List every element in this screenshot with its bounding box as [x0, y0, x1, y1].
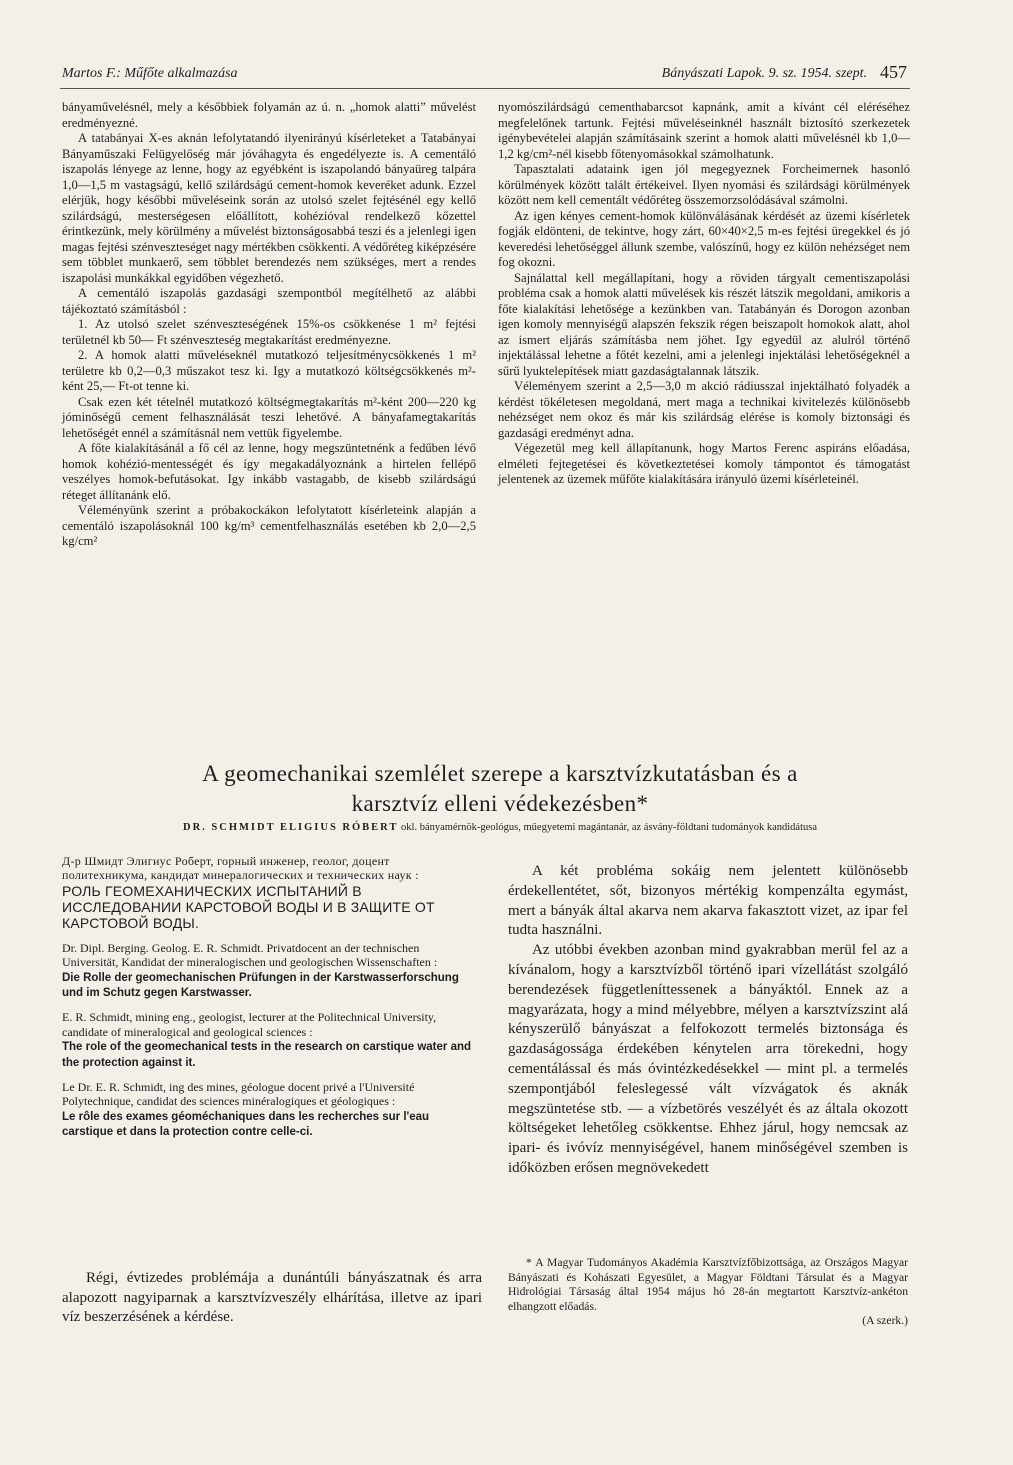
abstract-de-author: Dr. Dipl. Berging. Geolog. E. R. Schmidt. Privatdocent an der technischen Universität, Kandidat der mineralogischen und geologischen Wissenschaften : [62, 940, 438, 970]
header-rule [60, 88, 910, 89]
abstracts [62, 854, 474, 1150]
abstract-ru-author: Д-р Шмидт Элигиус Роберт, горный инженер, геолог, доцент политехникума, кандидат минералогических и технических наук : [62, 854, 419, 883]
author-description: okl. bányamérnök-geológus, műegyetemi magántanár, az ásvány-földtani tudományok kandidátusa [401, 822, 817, 833]
paragraph: Az utóbbi években azonban mind gyakrabban merül fel az a kívánalom, hogy a karsztvízből történő ipari vízellátást szolgáló berendezések függetleníttessenek a bányáktól. Ennek az a magyarázata, hogy a mind mélyebbre, mélyen a karsztvízszint alá kényszerülő bányászat a felfokozott termelés biztonsága és gazdaságossága érdekében kénytelen arra törekedni, hogy cementálással és más óvintézkedésekkel — mint pl. a termelés szempontjából feleslegessé vált vízvágatok és aknák megszüntetése stb. — a vízbetörés veszélyét és az általa okozott költségeket lehetőleg csökkentse. Ehhez járul, hogy nemcsak az ipari- és ivóvíz mennyiségével, hanem minőségével szemben is időközben erősen megnövekedett [508, 942, 908, 1176]
running-header [62, 62, 907, 86]
left-column [62, 100, 476, 550]
footnote [508, 1256, 908, 1329]
abstract-french [62, 1080, 474, 1140]
paragraph: Csak ezen két tételnél mutatkozó költségmegtakarítás m²-ként 200—220 kg jóminőségű cement felhasználását teszi lehetővé. A bányafamegtakarítás lehetőségét ennél a számításnál nem vettük figyelembe. [62, 394, 476, 440]
author-name: DR. SCHMIDT ELIGIUS RÓBERT [183, 822, 399, 833]
header-right: Bányászati Lapok. 9. sz. 1954. szept. [661, 66, 867, 81]
paragraph: 1. Az utolsó szelet szénveszteségének 15%-os csökkenése 1 m² fejtési területnél kb 50— Ft szénveszteség megtakarítást eredményezne. [62, 317, 476, 347]
paragraph: A cementáló iszapolás gazdasági szempontból megítélhető az alábbi tájékoztató számításból : [62, 286, 476, 316]
paragraph: A két probléma sokáig nem jelentett különösebb érdekellentétet, sőt, bizonyos mértékig kompenzálta egymást, mert a bányák által akarva nem akarva fakasztott vizet, az ipar fel tudta használni. [508, 863, 908, 939]
paragraph: nyomószilárdságú cementhabarcsot kapnánk, amit a kívánt cél eléréséhez megfelelőnek tartunk. Fejtési műveléseinknél használt biztosító szerkezetek igénybevételei alapján számításaink szerint a homok alatti művelésnél kb 1,0—1,2 kg/cm²-nél kisebb főtenyomásokkal számolhatunk. [498, 100, 910, 161]
abstract-ru-title: РОЛЬ ГЕОМЕХАНИЧЕСКИХ ИСПЫТАНИЙ В ИССЛЕДОВАНИИ КАРСТОВОЙ ВОДЫ И В ЗАЩИТЕ ОТ КАРСТОВОЙ ВОДЫ. [62, 882, 435, 931]
paragraph: Régi, évtizedes problémája a dunántúli bányászatnak és arra alapozott nagyiparnak a karsztvízveszély elhárítása, illetve az ipari víz beszerzésének a kérdése. [62, 1270, 482, 1325]
abstract-german [62, 941, 474, 1001]
footnote-signature: (A szerk.) [862, 1314, 908, 1328]
abstract-de-title: Die Rolle der geomechanischen Prüfungen in der Karstwasserforschung und im Schutz gegen Karstwasser. [62, 971, 459, 1000]
article-title-line1: A geomechanikai szemlélet szerepe a karsztvízkutatásban és a [202, 761, 798, 787]
main-text-right [508, 862, 908, 1179]
paragraph: A tatabányai X-es aknán lefolytatandó ilyenirányú kísérleteket a Tatabányai Bányaműszaki Felügyelőség már jóváhagyta és engedélyezte is. A cementáló iszapolás lényege az lenne, hogy az egyébként is iszapolandó bányaüreg talpára 1,0—1,5 m vastagságú, kellő szilárdságú cement-homok keveréket adunk. Ezzel elérjük, hogy későbbi műveléseink során az utolsó szelet fejtésénél egy kellő szilárdságú, mesterségesen előállított, kohézióval rendelkező kőzettel érintkezünk, mely körülmény a művelést biztonságosabbá teszi és a jelenlegi igen magas fejtési szénveszteséget nagy mértékben csökkenti. A védőréteg kiképzésére sem többlet munkaerő, sem többlet berendezés nem szükséges, mert a rendes iszapolási munkákkal egyidőben végezhető. [62, 131, 476, 285]
abstract-english [62, 1010, 474, 1070]
abstract-fr-author: Le Dr. E. R. Schmidt, ing des mines, géologue docent privé a l'Université Polytechnique, candidat des sciences minéralogiques et géologiques : [62, 1080, 415, 1109]
paragraph: Véleményem szerint a 2,5—3,0 m akció rádiusszal injektálható folyadék a kérdést tökéletesen megoldaná, mert maga a technikai kivitelezés különösebb nehézséget nem okoz és már kis szilárdság elérése is komoly biztonsági és gazdasági eredményt adna. [498, 379, 910, 440]
paragraph: Végezetül meg kell állapítanunk, hogy Martos Ferenc aspiráns előadása, elméleti fejtegetései és következtetései komoly támpontot és támogatást jelentenek az üzemek műfőte kialakítására irányuló üzemi kísérleteinél. [498, 441, 910, 486]
author-byline [60, 822, 940, 834]
paragraph: Tapasztalati adataink igen jól megegyeznek Forcheimernek hasonló körülmények között talált értékeivel. Ilyen nyomási és szilárdsági körülmények között nem kell cementált védőréteg összemorzsolódásával számolni. [498, 162, 910, 207]
paragraph: A főte kialakításánál a fő cél az lenne, hogy megszüntetnénk a fedűben lévő homok kohézió-mentességét és így megakadályoznánk a hirtelen fellépő veszélyes homok-befutásokat. Igy inkább vastagabb, de kisebb szilárdságú réteget állítanánk elő. [62, 441, 476, 502]
main-text-left [62, 1269, 482, 1328]
abstract-russian [62, 854, 474, 931]
page-number: 457 [880, 62, 907, 82]
paragraph: Az igen kényes cement-homok különválásának kérdését az üzemi kísérletek fogják eldönteni, de tekintve, hogy zárt, 60×40×2,5 m-es fejtési üregekkel és jó keveredési lehetőséggel állunk szembe, valószínű, hogy ez külön nehézséget nem fog okozni. [498, 208, 910, 269]
paragraph: 2. A homok alatti műveléseknél mutatkozó teljesítménycsökkenés 1 m² területre kb 0,2—0,3 műszakot tesz ki. Igy a mutatkozó költségcsökkenés m²-ként 25,— Ft-ot tenne ki. [62, 348, 476, 393]
paragraph: bányaművelésnél, mely a későbbiek folyamán az ú. n. „homok alatti” művelést eredményezné. [62, 100, 476, 130]
article-title-line2: karsztvíz elleni védekezésben* [351, 791, 649, 817]
abstract-en-author: E. R. Schmidt, mining eng., geologist, lecturer at the Politechnical University, candidate of mineralogical and geological sciences : [62, 1010, 437, 1039]
article-title [60, 759, 940, 819]
abstract-en-title: The role of the geomechanical tests in the research on carstique water and the protection against it. [62, 1041, 472, 1069]
footnote-text: * A Magyar Tudományos Akadémia Karsztvízfőbizottsága, az Országos Magyar Bányászati és Kohászati Egyesület, a Magyar Földtani Társulat és a Magyar Hidrológiai Társaság által 1954 május hó 28-án megtartott Karsztvíz-ankéton elhangzott előadás. [508, 1256, 908, 1313]
right-column [498, 100, 910, 488]
paragraph: Sajnálattal kell megállapítani, hogy a röviden tárgyalt cementiszapolási probléma csak a homok alatti művelések kis részét látszik megoldani, amikoris a főte kialakítási lehetősége a kezünkben van. Tatabányán és Dorogon azonban igen komoly mennyiségű alapszén fekszik régen beiszapolt homokok alatt, ahol az ismert eljárás számításba nem jöhet. Igy egyedül az alulról történő injektálással lehetne a főtét kezelni, ami a jelenlegi injektálási lehetőségeknél a sűrű lyuktelepítések miatt gazdaságtalannak látszik. [498, 270, 910, 378]
abstract-fr-title: Le rôle des exames géoméchaniques dans les recherches sur l'eau carstique et dans la protection contre celle-ci. [62, 1110, 430, 1139]
paragraph: Véleményünk szerint a próbakockákon lefolytatott kísérleteink alapján a cementáló iszapolásoknál 100 kg/m³ cementfelhasználás esetében kb 2,0—2,5 kg/cm² [62, 503, 476, 548]
header-left: Martos F.: Műfőte alkalmazása [62, 66, 238, 81]
